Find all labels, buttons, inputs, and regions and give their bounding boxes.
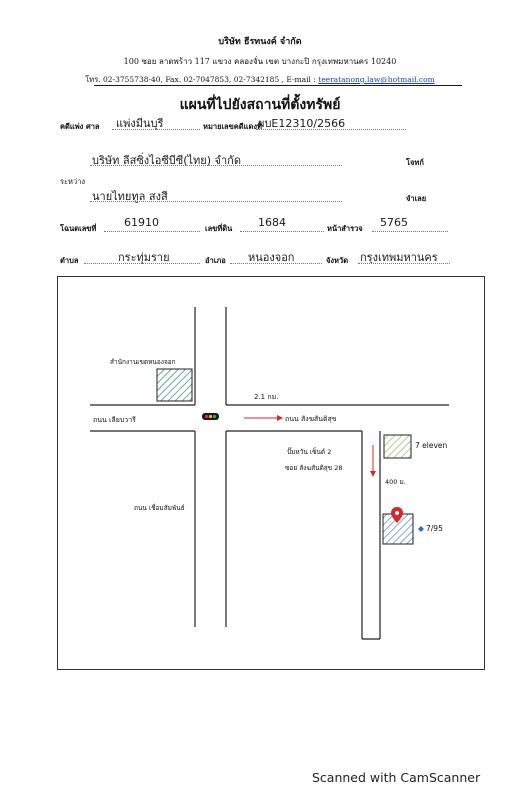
survey-label: หน้าสำรวจ <box>327 224 363 233</box>
deed-value: 61910 <box>124 216 159 229</box>
court-value: แพ่งมีนบุรี <box>116 117 164 130</box>
contact-phone-fax: โทร. 02-3755738-40, Fax. 02-7047853, 02-7342185 , E-mail : <box>85 75 316 84</box>
plaintiff-dotted-line <box>90 165 342 166</box>
district-dotted-line <box>230 263 322 264</box>
direction-arrowhead-south <box>370 471 376 477</box>
road-label-bottom: ถนน เชื่อมสัมพันธ์ <box>134 504 185 512</box>
landmark-label-2: ซอย สังฆสันติสุข 28 <box>285 464 343 472</box>
scanner-watermark: Scanned with CamScanner <box>312 770 481 785</box>
subdistrict-label: ตำบล <box>60 256 79 265</box>
district-office-building <box>157 369 192 401</box>
court-dotted-line <box>112 129 200 130</box>
survey-value: 5765 <box>380 216 408 229</box>
property-label: 7/95 <box>426 524 443 533</box>
district-office-label: สำนักงานเขตหนองจอก <box>110 358 176 366</box>
province-value: กรุงเทพมหานคร <box>360 251 438 264</box>
subdistrict-value: กระทุ่มราย <box>118 251 170 264</box>
deed-label: โฉนดเลขที่ <box>60 224 97 233</box>
company-address: 100 ซอย ลาดพร้าว 117 แขวง คลองจั่น เขต บางกะปิ กรุงเทพมหานคร 10240 <box>123 57 397 66</box>
province-label: จังหวัด <box>326 256 349 265</box>
distance-label-1: 2.1 กม. <box>254 393 279 401</box>
plaintiff-value: บริษัท ลีสซิ่งไอซีบีซี(ไทย) จำกัด <box>92 154 241 167</box>
location-map <box>58 277 484 669</box>
deed-dotted-line <box>104 231 200 232</box>
subdistrict-dotted-line <box>84 263 200 264</box>
company-name: บริษัท ธีรทนงค์ จำกัด <box>218 37 302 47</box>
contact-email[interactable]: teeratanong.law@hotmail.com <box>318 75 435 84</box>
black-case-dotted-line <box>256 129 406 130</box>
district-value: หนองจอก <box>248 251 295 264</box>
document-title: แผนที่ไปยังสถานที่ตั้งทรัพย์ <box>179 97 341 113</box>
landmark-label-1: ปั๊มหวัน เซ็นต์ 2 <box>287 448 332 456</box>
road-label-left: ถนน เลียบวารี <box>93 416 136 424</box>
land-no-dotted-line <box>240 231 324 232</box>
court-label: คดีแพ่ง ศาล <box>60 122 100 131</box>
land-no-label: เลขที่ดิน <box>205 224 233 233</box>
distance-label-2: 400 ม. <box>385 478 406 486</box>
defendant-label: จำเลย <box>406 194 427 203</box>
defendant-value: นายไทยทูล สงสี <box>92 190 168 203</box>
defendant-dotted-line <box>90 201 342 202</box>
between-label: ระหว่าง <box>60 177 86 186</box>
seven-eleven-label: 7 eleven <box>415 441 448 450</box>
black-case-value: ผบE12310/2566 <box>258 117 346 130</box>
direction-arrowhead-east <box>277 415 283 421</box>
map-frame <box>57 276 485 670</box>
header-divider <box>94 85 462 86</box>
land-no-value: 1684 <box>258 216 286 229</box>
black-case-label: หมายเลขคดีแดงที่ <box>203 122 262 131</box>
plaintiff-label: โจทก์ <box>406 158 424 167</box>
property-marker-icon <box>418 526 424 532</box>
seven-eleven-building <box>384 435 411 458</box>
survey-dotted-line <box>372 231 448 232</box>
road-label-right: ถนน สังฆสันติสุข <box>285 415 337 423</box>
province-dotted-line <box>358 263 450 264</box>
district-label: อำเภอ <box>205 256 226 265</box>
